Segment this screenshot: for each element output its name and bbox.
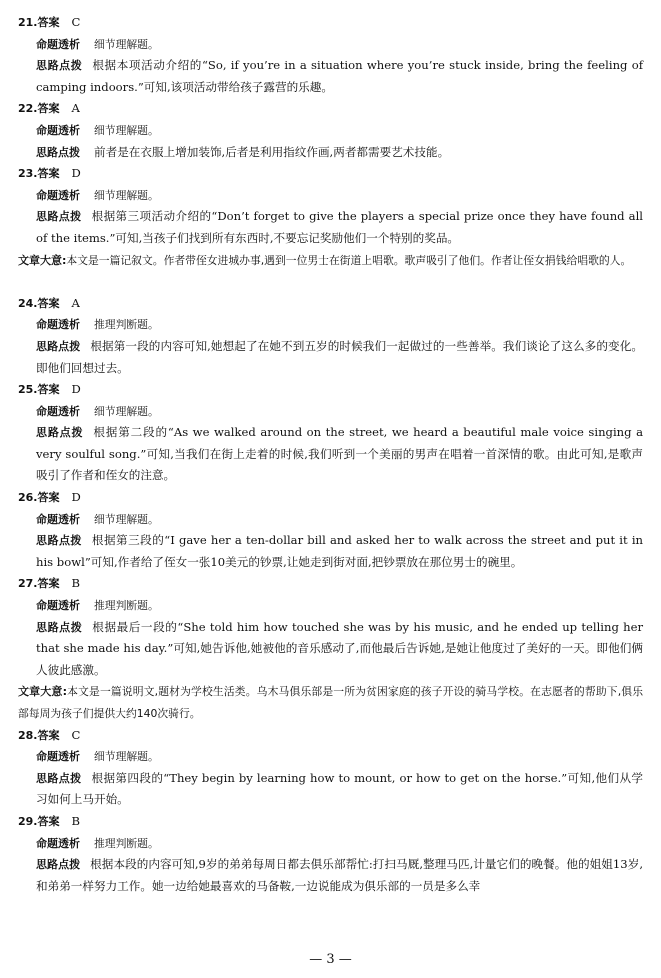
answer-value: D xyxy=(71,382,81,397)
hint-29 xyxy=(18,854,643,897)
type-label: 命题透析 xyxy=(36,599,80,613)
hint-text: 根据本项活动介绍的“So, if you’re in a situation where you’re stuck inside, bring the feeling of camping indoors.”可知,该项活动带给孩子露营的乐趣。 xyxy=(36,58,644,94)
type-value: 细节理解题。 xyxy=(94,512,159,526)
article-summary-1 xyxy=(18,250,643,293)
hint-text: 根据第一段的内容可知,她想起了在她不到五岁的时候我们一起做过的一些善举。我们谈论了这么多的变化。即他们回想过去。 xyxy=(36,338,644,375)
answer-value: D xyxy=(71,166,81,181)
answer-value: D xyxy=(71,490,81,505)
answer-value: C xyxy=(71,15,81,29)
answer-line-29 xyxy=(18,811,643,833)
type-label: 命题透析 xyxy=(36,750,80,764)
hint-28 xyxy=(18,768,643,811)
type-line-25 xyxy=(18,401,643,423)
hint-label: 思路点拨 xyxy=(36,771,82,785)
hint-text: 根据第四段的“They begin by learning how to mount, or how to get on the horse.”可知,他们从学习如何上马开始。 xyxy=(36,770,643,807)
hint-label: 思路点拨 xyxy=(36,210,82,224)
type-label: 命题透析 xyxy=(36,188,80,202)
answer-label: 答案 xyxy=(37,296,60,310)
type-value: 细节理解题。 xyxy=(94,188,159,202)
answer-line-28 xyxy=(18,725,643,747)
page-number: — 3 — xyxy=(309,952,352,967)
hint-text: 根据第二段的“As we walked around on the street, we heard a beautiful male voice singing a very soulful song.”可知,当我们在街上走着的时候,我们听到一个美丽的男声在唱着一首深情的歌。由此可知,是歌声吸引了作者和侄女的注意。 xyxy=(36,425,643,483)
hint-label: 思路点拨 xyxy=(36,145,80,159)
type-value: 细节理解题。 xyxy=(94,750,159,764)
type-label: 命题透析 xyxy=(36,512,80,526)
hint-27 xyxy=(18,617,643,682)
question-number: 28. xyxy=(18,728,38,742)
hint-text: 根据本段的内容可知,9岁的弟弟每周日都去俱乐部帮忙:打扫马厩,整理马匹,计量它们的晚餐。他的姐姐13岁,和弟弟一样努力工作。她一边给她最喜欢的马备鞍,一边说能成为俱乐部的一员是多么幸 xyxy=(36,857,643,893)
hint-label: 思路点拨 xyxy=(36,858,81,872)
summary-text: 本文是一篇记叙文。作者带侄女进城办事,遇到一位男士在街道上唱歌。歌声吸引了他们。作者让侄女捐钱给唱歌的人。 xyxy=(66,253,632,267)
answer-line-24 xyxy=(18,293,643,315)
hint-label: 思路点拨 xyxy=(36,534,82,548)
hint-label: 思路点拨 xyxy=(36,59,83,73)
answer-label: 答案 xyxy=(37,815,60,828)
type-label: 命题透析 xyxy=(36,404,80,418)
hint-25 xyxy=(18,422,643,487)
hint-21 xyxy=(18,55,643,98)
answer-value: B xyxy=(71,576,81,591)
hint-text: 根据第三段的“I gave her a ten-dollar bill and asked her to walk across the street and put it in his bowl”可知,作者给了侄女一张10美元的钞票,让她走到街对面,把钞票放在那位男士的碗里。 xyxy=(36,533,643,569)
hint-26 xyxy=(18,530,643,573)
answer-line-25 xyxy=(18,379,643,401)
answer-value: C xyxy=(71,727,81,742)
question-number: 22. xyxy=(18,102,38,116)
question-number: 21. xyxy=(18,16,38,29)
answer-value: A xyxy=(71,295,80,310)
answer-label: 答案 xyxy=(37,577,60,591)
hint-text: 根据最后一段的“She told him how touched she was by his music, and he ended up telling her that she made his day.”可知,她告诉他,她被他的音乐感动了,而他最后告诉她,是她让他度过了美好的一天。即他们俩人彼此感激。 xyxy=(36,619,644,677)
question-number: 24. xyxy=(18,296,38,310)
hint-label: 思路点拨 xyxy=(36,426,84,440)
type-value: 细节理解题。 xyxy=(94,123,159,137)
article-summary-2 xyxy=(18,681,643,724)
type-line-26 xyxy=(18,509,643,531)
type-value: 推理判断题。 xyxy=(94,318,159,332)
question-number: 25. xyxy=(18,383,38,397)
type-value: 细节理解题。 xyxy=(94,37,159,51)
answer-line-21 xyxy=(18,12,643,34)
question-number: 23. xyxy=(18,167,38,181)
answer-line-23 xyxy=(18,163,643,185)
answer-label: 答案 xyxy=(37,728,60,742)
type-label: 命题透析 xyxy=(36,318,80,332)
hint-label: 思路点拨 xyxy=(36,620,83,634)
hint-text: 前者是在衣服上增加装饰,后者是利用指纹作画,两者都需要艺术技能。 xyxy=(94,144,450,159)
answer-line-22 xyxy=(18,98,643,120)
hint-23 xyxy=(18,206,643,249)
question-number: 26. xyxy=(18,491,38,505)
type-value: 推理判断题。 xyxy=(94,836,159,850)
answer-label: 答案 xyxy=(37,16,60,29)
type-line-29 xyxy=(18,833,643,855)
type-line-21 xyxy=(18,34,643,56)
answer-label: 答案 xyxy=(37,167,60,181)
type-label: 命题透析 xyxy=(36,123,80,137)
answer-label: 答案 xyxy=(37,383,60,397)
type-line-27 xyxy=(18,595,643,617)
type-value: 细节理解题。 xyxy=(94,404,159,418)
hint-label: 思路点拨 xyxy=(36,339,81,353)
answer-value: B xyxy=(71,814,81,828)
answer-label: 答案 xyxy=(37,491,60,505)
question-number: 29. xyxy=(18,815,38,828)
type-line-28 xyxy=(18,746,643,768)
answer-line-27 xyxy=(18,573,643,595)
question-number: 27. xyxy=(18,577,38,591)
hint-text: 根据第三项活动介绍的“Don’t forget to give the players a special prize once they have found all of the items.”可知,当孩子们找到所有东西时,不要忘记奖励他们一个特别的奖品。 xyxy=(36,209,644,245)
summary-label: 文章大意: xyxy=(18,253,67,267)
type-label: 命题透析 xyxy=(36,37,80,51)
summary-label: 文章大意: xyxy=(18,685,67,699)
type-line-23 xyxy=(18,185,643,207)
hint-24 xyxy=(18,336,643,379)
answer-value: A xyxy=(71,101,80,116)
type-line-22 xyxy=(18,120,643,142)
type-line-24 xyxy=(18,314,643,336)
type-value: 推理判断题。 xyxy=(94,599,159,613)
answer-line-26 xyxy=(18,487,643,509)
answer-label: 答案 xyxy=(37,102,60,116)
type-label: 命题透析 xyxy=(36,836,80,850)
summary-text: 本文是一篇说明文,题材为学校生活类。乌木马俱乐部是一所为贫困家庭的孩子开设的骑马学校。在志愿者的帮助下,俱乐部每周为孩子们提供大约140次骑行。 xyxy=(18,685,644,721)
hint-22 xyxy=(18,142,643,164)
